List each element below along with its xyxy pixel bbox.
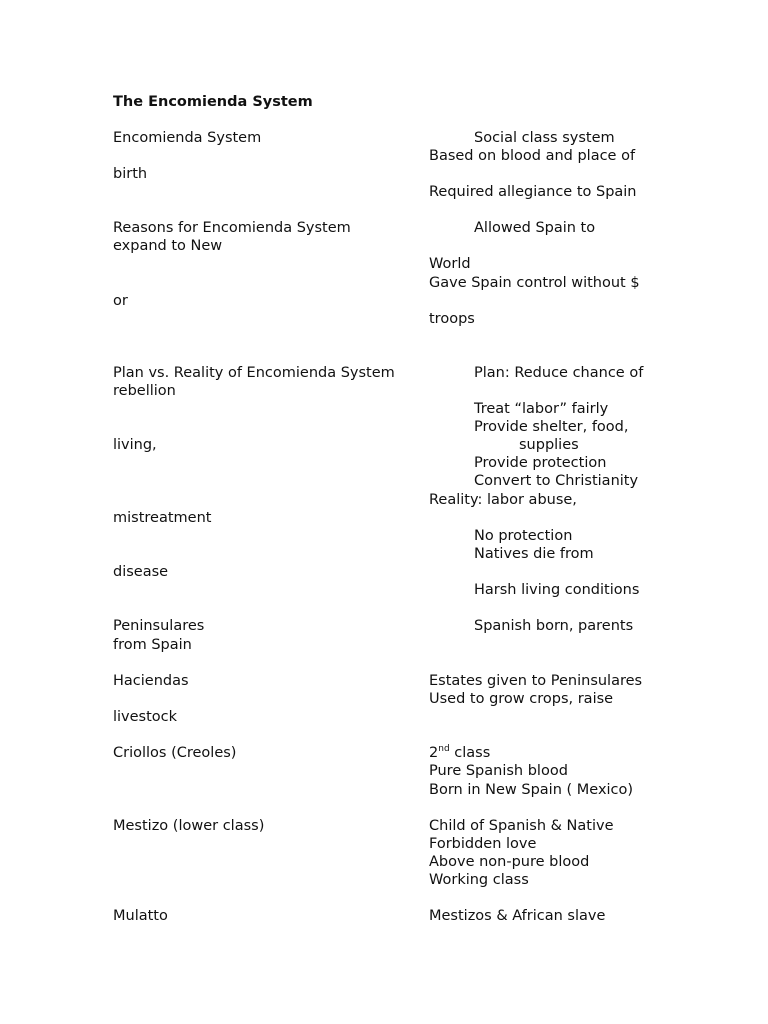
definition-line: Provide shelter, food, (474, 419, 629, 435)
term-plan-vs-reality: Plan vs. Reality of Encomienda System (113, 365, 395, 381)
definition-line: rebellion (113, 383, 176, 399)
definition-line: Based on blood and place of (429, 148, 636, 164)
definition-line: Spanish born, parents (474, 618, 634, 634)
definition-line: Child of Spanish & Native (429, 818, 614, 834)
definition-line: mistreatment (113, 510, 212, 526)
definition-line: livestock (113, 709, 178, 725)
class-label: class (449, 745, 491, 761)
definition-line: Forbidden love (429, 836, 537, 852)
document-title: The Encomienda System (113, 94, 313, 110)
definition-line: Pure Spanish blood (429, 763, 568, 779)
definition-line: Mestizos & African slave (429, 908, 606, 924)
definition-line: Harsh living conditions (474, 582, 640, 598)
definition-line: expand to New (113, 238, 223, 254)
definition-line: Allowed Spain to (474, 220, 596, 236)
class-ordinal-suffix: nd (438, 744, 450, 755)
definition-line: supplies (519, 437, 579, 453)
definition-line: from Spain (113, 637, 192, 653)
term-haciendas: Haciendas (113, 673, 189, 689)
definition-line: Provide protection (474, 455, 607, 471)
term-criollos: Criollos (Creoles) (113, 745, 237, 761)
definition-line: troops (429, 311, 475, 327)
definition-line: living, (113, 437, 157, 453)
definition-line: disease (113, 564, 169, 580)
definition-line: Required allegiance to Spain (429, 184, 637, 200)
definition-line: World (429, 256, 471, 272)
term-encomienda-system: Encomienda System (113, 130, 262, 146)
definition-line: No protection (474, 528, 573, 544)
term-mulatto: Mulatto (113, 908, 168, 924)
term-mestizo: Mestizo (lower class) (113, 818, 265, 834)
definition-line: Reality: labor abuse, (429, 492, 577, 508)
definition-line: Estates given to Peninsulares (429, 673, 643, 689)
definition-line: Born in New Spain ( Mexico) (429, 782, 634, 798)
term-peninsulares: Peninsulares (113, 618, 205, 634)
definition-line: Treat “labor” fairly (474, 401, 609, 417)
definition-line: Natives die from (474, 546, 594, 562)
definition-line-class (429, 744, 490, 762)
definition-line: birth (113, 166, 148, 182)
definition-line: Convert to Christianity (474, 473, 639, 489)
term-reasons: Reasons for Encomienda System (113, 220, 351, 236)
definition-line: Used to grow crops, raise (429, 691, 614, 707)
definition-line: Working class (429, 872, 529, 888)
definition-line: or (113, 293, 128, 309)
definition-line: Above non-pure blood (429, 854, 590, 870)
definition-line: Gave Spain control without $ (429, 275, 640, 291)
definition-line: Social class system (474, 130, 615, 146)
class-number: 2 (429, 745, 439, 761)
definition-line: Plan: Reduce chance of (474, 365, 644, 381)
